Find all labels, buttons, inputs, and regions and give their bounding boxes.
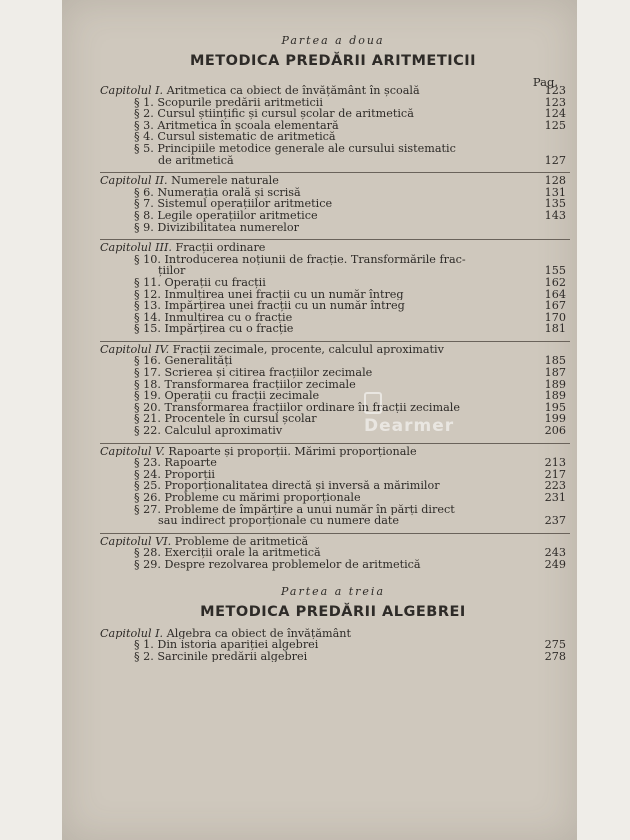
toc-entry (100, 355, 566, 367)
chapter-label: Capitolul VI. (100, 535, 172, 548)
toc-entry-text: § 14. Inmulțirea cu o fracție (134, 311, 293, 324)
toc-entry-text: § 3. Aritmetica în școala elementară (134, 119, 339, 132)
toc-entry-text: § 7. Sistemul operațiilor aritmetice (134, 198, 333, 210)
toc-entry-text: § 18. Transformarea fracțiilor zecimale (134, 378, 356, 391)
toc-entry-text: § 1. Din istoria apariției algebrei (134, 639, 319, 651)
chapter-name: Fracții zecimale, procente, calculul aproximativ (172, 343, 444, 356)
toc-entry (100, 480, 566, 492)
chapter-heading (100, 242, 566, 254)
chapter-name: Fracții ordinare (175, 242, 266, 254)
toc-entry-continuation (100, 265, 566, 277)
page-number: 223 (544, 479, 566, 493)
toc-entry (100, 300, 566, 312)
page-number: 189 (544, 389, 566, 403)
chapter-name: Algebra ca obiect de învățământ (166, 627, 351, 640)
toc-entry (100, 289, 566, 301)
toc-entry (100, 131, 566, 143)
toc-entry-text: § 25. Proporționalitatea directă și inversă a mărimilor (134, 480, 440, 492)
chapter-name: Probleme de aritmetică (174, 535, 309, 548)
page-number: 124 (544, 107, 566, 121)
toc-entry-text: § 22. Calculul aproximativ (134, 425, 283, 437)
toc-entry (100, 547, 566, 559)
toc-entry-continuation (100, 155, 566, 167)
chapter (100, 85, 566, 166)
page-number: 195 (544, 400, 566, 414)
chapter (100, 533, 566, 571)
page-number: 185 (544, 354, 566, 368)
chapter-divider (100, 533, 570, 534)
chapter-heading (100, 446, 566, 458)
toc-entry-text: § 11. Operații cu fracții (134, 276, 266, 289)
chapter-label: Capitolul II. (100, 175, 168, 187)
toc-entry (100, 108, 566, 120)
toc-entry-text: § 24. Proporții (134, 468, 216, 481)
toc-entry-text: § 13. Împărțirea unei fracții cu un număr întreg (134, 300, 405, 312)
toc-entry-text: § 10. Introducerea noțiunii de fracție. Transformările frac- (134, 253, 466, 266)
toc-entry (100, 390, 566, 402)
toc-entry-text: § 12. Inmulțirea unei fracții cu un număr întreg (134, 288, 404, 301)
page-number: 275 (544, 638, 566, 652)
toc-entry-text: § 4. Cursul sistematic de aritmetică (134, 131, 336, 143)
toc-entry (100, 379, 566, 391)
toc-entry-text: § 2. Sarcinile predării algebrei (134, 650, 308, 663)
toc-entry (100, 639, 566, 651)
toc-entry-text: § 19. Operații cu fracții zecimale (134, 390, 320, 402)
toc-entry (100, 210, 566, 222)
toc-entry-continuation (100, 515, 566, 527)
toc-entry-text: § 8. Legile operațiilor aritmetice (134, 209, 318, 222)
toc-entry (100, 312, 566, 324)
page-number: 217 (544, 467, 566, 481)
chapter-name: Numerele naturale (171, 175, 279, 187)
chapter-name: Aritmetica ca obiect de învățământ în școală (166, 85, 420, 97)
page-number: 143 (544, 208, 566, 222)
table-of-contents (100, 34, 566, 662)
watermark-text: Dearmer (364, 416, 455, 436)
toc-entry-text: § 26. Probleme cu mărimi proporționale (134, 492, 361, 504)
page-number: 162 (544, 275, 566, 289)
toc-entry (100, 469, 566, 481)
toc-entry (100, 413, 566, 425)
toc-entry-text: § 23. Rapoarte (134, 457, 217, 469)
toc-entry-text: § 17. Scrierea și citirea fracțiilor zecimale (134, 367, 373, 379)
chapter-heading (100, 85, 566, 97)
chapter-divider (100, 443, 570, 444)
toc-entry-text: de aritmetică (158, 154, 234, 167)
toc-entry-text: § 28. Exerciții orale la aritmetică (134, 547, 321, 559)
page-number: 170 (544, 310, 566, 324)
chapter-heading (100, 536, 566, 548)
watermark (364, 392, 474, 436)
page-number: 213 (544, 456, 566, 470)
part-label: Partea a doua (281, 34, 385, 47)
chapter-heading-text (100, 628, 532, 640)
toc-entry (100, 651, 566, 663)
chapter-divider (100, 239, 570, 240)
chapter (100, 443, 566, 527)
toc-entry-text: § 9. Divizibilitatea numerelor (134, 221, 299, 234)
chapter-label: Capitolul IV. (100, 343, 170, 356)
toc-entry (100, 120, 566, 132)
page-number: 155 (544, 264, 566, 278)
page-number: 123 (544, 95, 566, 109)
toc-entry-text: § 2. Cursul științific și cursul școlar de aritmetică (134, 108, 414, 120)
chapter-label: Capitolul III. (100, 242, 172, 254)
chapter-list (100, 628, 566, 663)
toc-entry-text: § 29. Despre rezolvarea problemelor de aritmetică (134, 558, 421, 571)
toc-entry-text: § 20. Transformarea fracțiilor ordinare în fracții zecimale (134, 401, 460, 414)
page-number: 167 (544, 299, 566, 313)
chapter (100, 341, 566, 437)
page-number: 164 (544, 287, 566, 301)
chapter-heading-text (100, 175, 532, 187)
toc-entry (100, 222, 566, 234)
toc-entry (100, 277, 566, 289)
chapter-label: Capitolul V. (100, 445, 165, 458)
toc-entry (100, 143, 566, 155)
toc-entry-text: § 1. Scopurile predării aritmeticii (134, 96, 323, 109)
toc-entry-text: § 6. Numerația orală și scrisă (134, 186, 301, 199)
part-title: METODICA PREDĂRII ARITMETICII (189, 53, 477, 69)
page-number: 199 (544, 412, 566, 426)
chapter-heading (100, 344, 566, 356)
page-number: 123 (544, 84, 566, 97)
chapter-name: Rapoarte și proporții. Mărimi proporționale (168, 445, 417, 458)
chapter-heading-text (100, 344, 532, 356)
chapter-label: Capitolul I. (100, 85, 164, 97)
toc-entry (100, 425, 566, 437)
chapter-heading (100, 175, 566, 187)
page-number: 131 (544, 185, 566, 199)
toc-entry-text: § 15. Împărțirea cu o fracție (134, 323, 294, 335)
part-label: Partea a treia (280, 584, 386, 598)
chapter-divider (100, 341, 570, 342)
page-number: 189 (544, 377, 566, 391)
part-title: METODICA PREDĂRII ALGEBREI (200, 603, 466, 620)
toc-entry (100, 492, 566, 504)
toc-entry (100, 559, 566, 571)
page-number: 243 (544, 546, 566, 560)
chapter-list (100, 85, 566, 571)
chapter-heading (100, 628, 566, 640)
chapter-heading-text (100, 242, 532, 254)
chapter-heading-text (100, 446, 532, 458)
toc-entry (100, 504, 566, 516)
page-number: 127 (544, 153, 566, 167)
toc-entry (100, 367, 566, 379)
toc-entry (100, 198, 566, 210)
toc-entry (100, 254, 566, 266)
toc-entry-text: § 27. Probleme de împărțire a unui număr în părți direct (134, 503, 455, 516)
page-number: 278 (544, 649, 566, 663)
toc-entry-text: § 5. Principiile metodice generale ale cursului sistematic (134, 142, 456, 155)
chapter (100, 628, 566, 663)
toc-entry-text: sau indirect proporționale cu numere date (158, 515, 400, 527)
page-number: 125 (544, 118, 566, 132)
toc-entry (100, 187, 566, 199)
toc-entry-text: § 21. Procentele în cursul școlar (134, 413, 317, 426)
book-page (62, 0, 577, 840)
toc-entry (100, 402, 566, 414)
chapter (100, 239, 566, 335)
chapter-divider (100, 172, 570, 173)
page-column-header: Pag. (532, 75, 558, 89)
toc-entry-text: țiilor (158, 265, 186, 277)
page-number: 128 (544, 174, 566, 188)
page-number: 231 (544, 491, 566, 504)
chapter-heading-text (100, 85, 532, 97)
chapter (100, 172, 566, 233)
watermark-logo-icon (364, 392, 382, 414)
page-number: 187 (544, 366, 566, 380)
toc-entry (100, 323, 566, 335)
chapter-heading-text (100, 536, 532, 548)
page-number: 206 (544, 424, 566, 438)
toc-entry (100, 457, 566, 469)
toc-entry (100, 97, 566, 109)
page-number: 249 (544, 557, 566, 571)
page-number: 181 (544, 322, 566, 336)
toc-entry-text: § 16. Generalități (134, 355, 233, 368)
chapter-label: Capitolul I. (100, 627, 164, 640)
page-number: 237 (544, 514, 566, 528)
page-number: 135 (544, 197, 566, 211)
